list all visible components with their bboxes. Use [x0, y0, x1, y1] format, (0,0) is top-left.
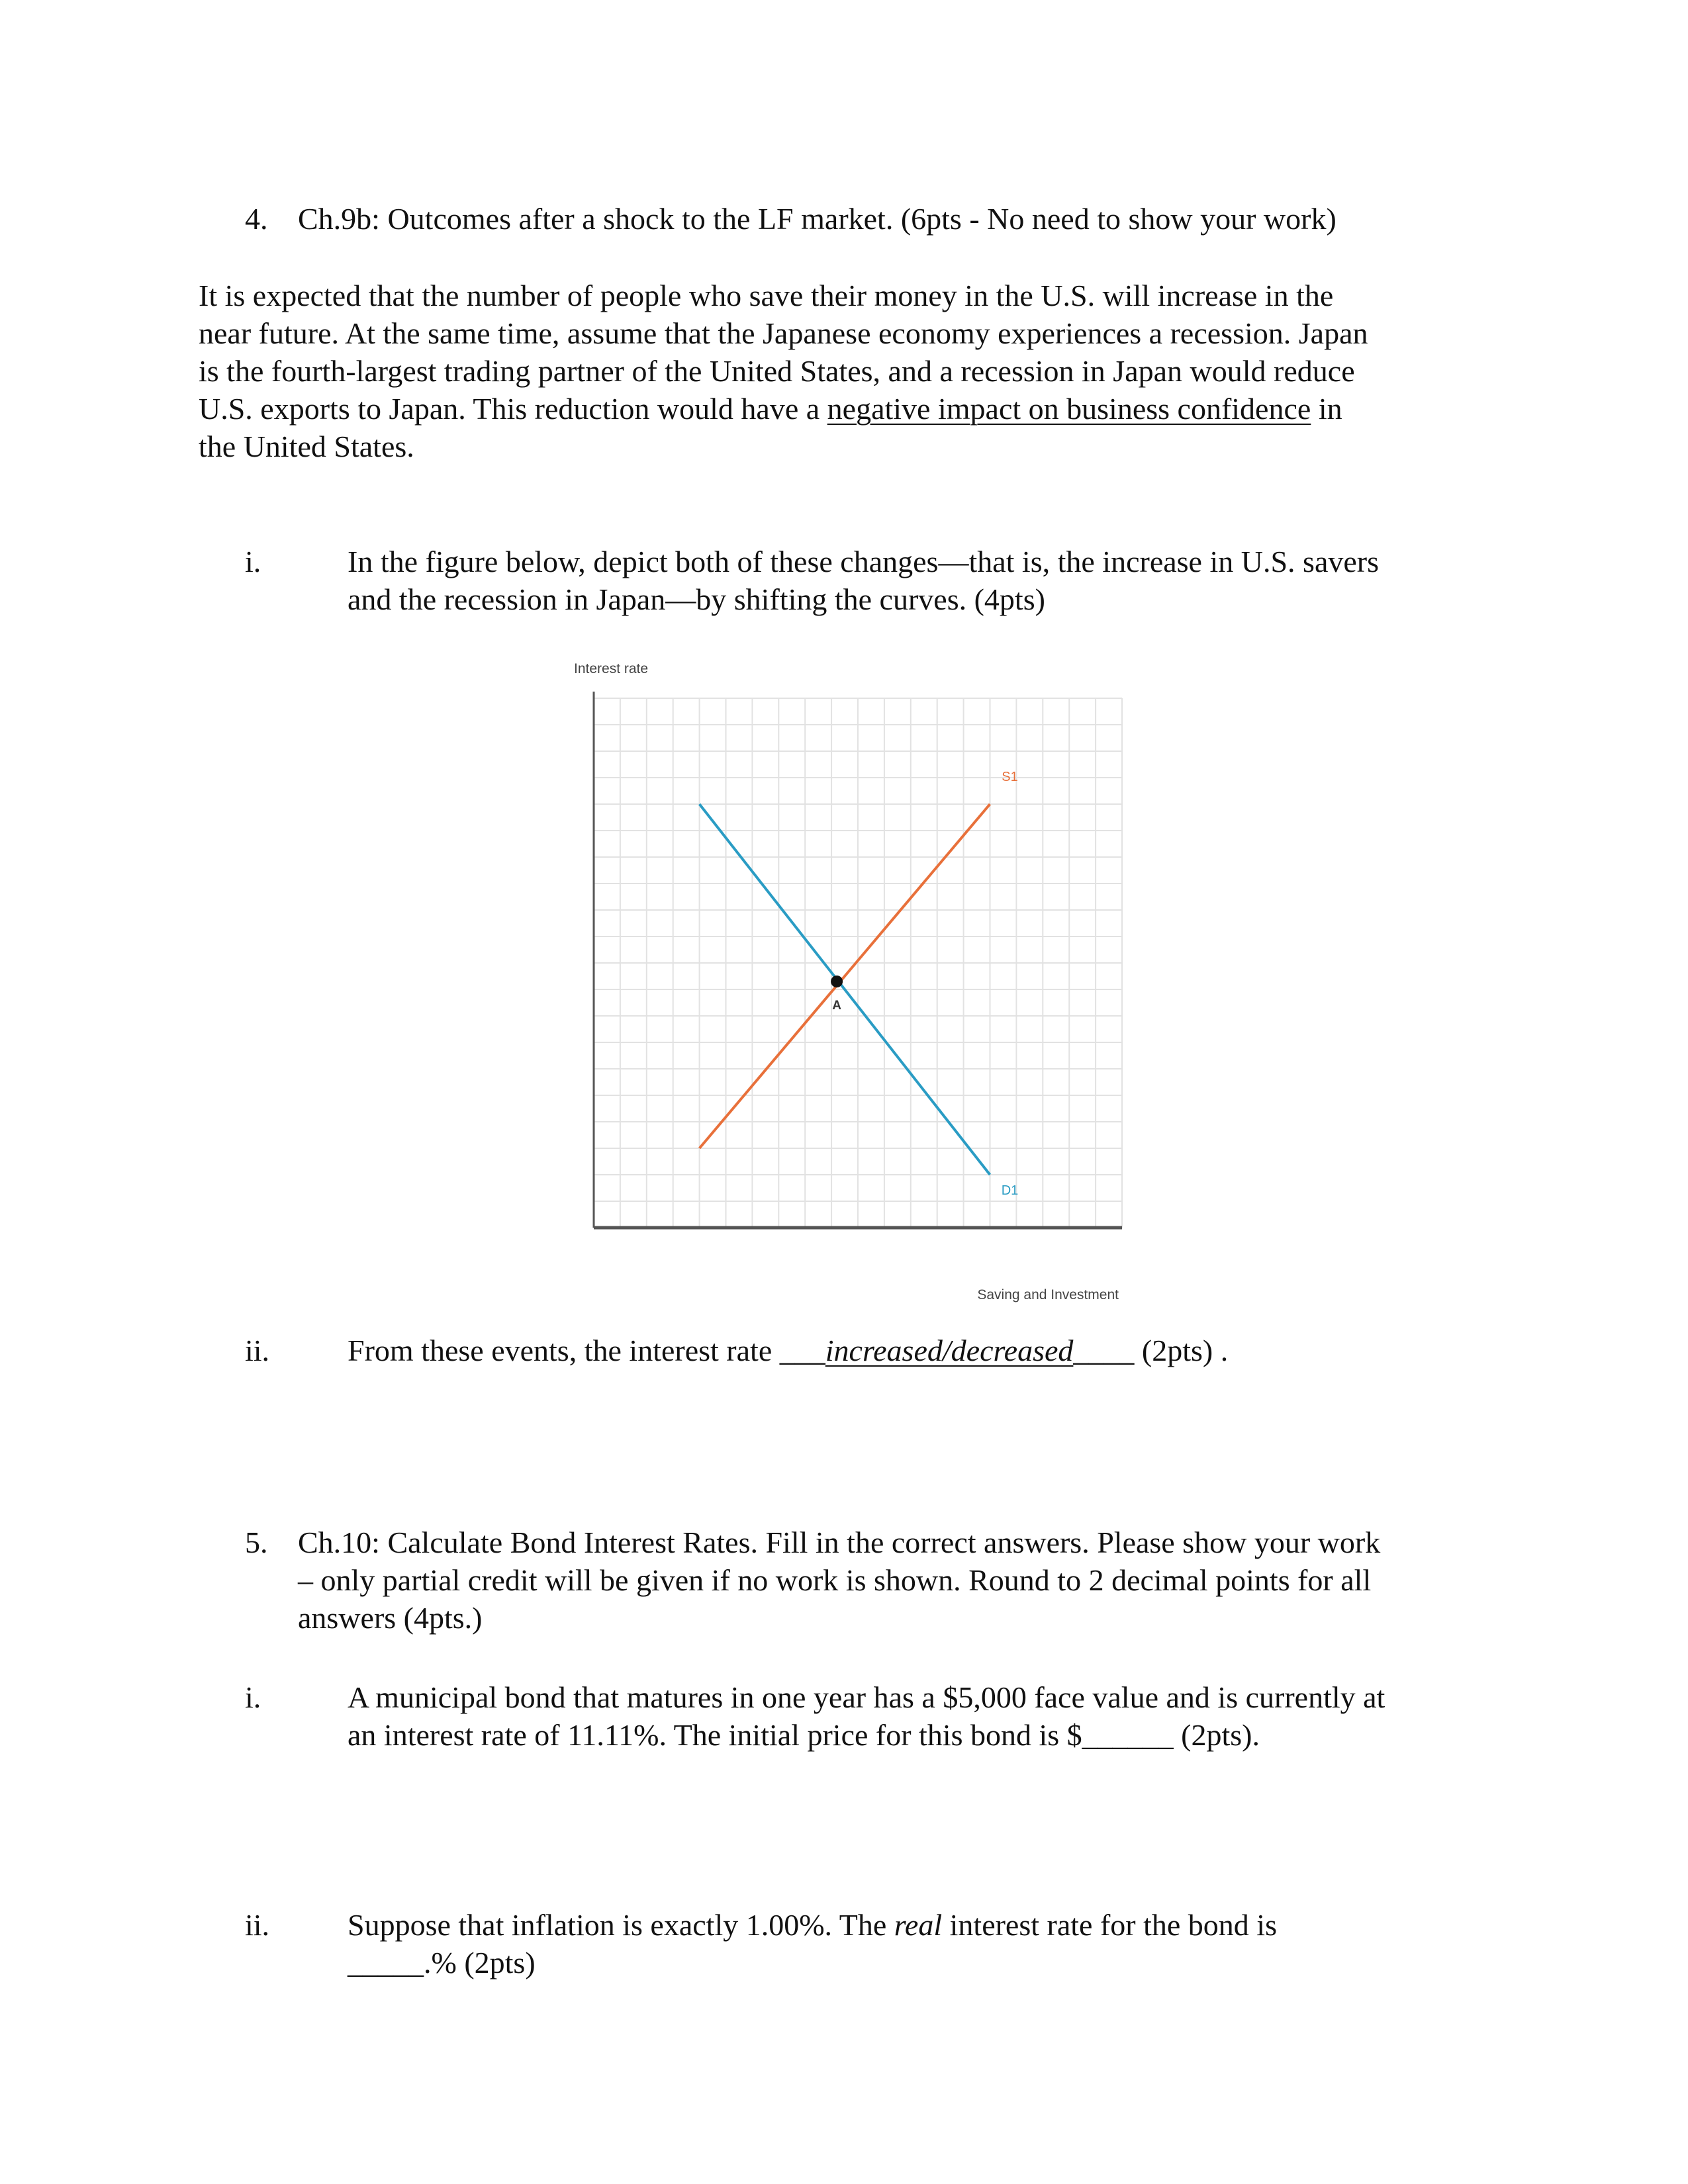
q4-part-ii-after: ____ (2pts) . — [1073, 1334, 1229, 1367]
q4-paragraph-line-3: is the fourth-largest trading partner of the United States, and a recession in Japan would reduce — [199, 354, 1355, 388]
q4-part-ii-label: ii. — [245, 1334, 270, 1367]
q4-heading: Ch.9b: Outcomes after a shock to the LF market. (6pts - No need to show your work) — [298, 202, 1336, 236]
y-axis-label: Interest rate — [574, 661, 649, 676]
q5-part-ii-line-1-start: Suppose that inflation is exactly 1.00%. The — [348, 1908, 894, 1942]
loanable-funds-figure — [530, 622, 1152, 1310]
curve-label-d1: D1 — [1001, 1183, 1019, 1198]
q4-number: 4. — [245, 202, 268, 236]
q5-part-i-label: i. — [245, 1680, 261, 1714]
negative-impact-phrase: negative impact on business confidence — [827, 392, 1311, 426]
q5-part-ii-label: ii. — [245, 1908, 270, 1942]
q4-part-i-label: i. — [245, 545, 261, 578]
q4-part-i-line-1: In the figure below, depict both of these changes—that is, the increase in U.S. savers — [348, 545, 1380, 578]
q5-line-2: – only partial credit will be given if no work is shown. Round to 2 decimal points for all — [298, 1563, 1372, 1597]
q5-part-ii-line-1 — [348, 1906, 1277, 1944]
q4-paragraph-line-5: the United States. — [199, 430, 414, 463]
q4-part-ii-before: From these events, the interest rate ___ — [348, 1334, 825, 1367]
q4-paragraph-line-2: near future. At the same time, assume that the Japanese economy experiences a recession. Japan — [199, 316, 1368, 350]
equilibrium-label: A — [832, 999, 841, 1013]
q4-part-i-line-2: and the recession in Japan—by shifting the curves. (4pts) — [348, 582, 1045, 616]
q4-paragraph-line-1: It is expected that the number of people who save their money in the U.S. will increase in the — [199, 279, 1334, 312]
q5-part-ii-line-1-end: interest rate for the bond is — [942, 1908, 1277, 1942]
q4-paragraph-line-4 — [199, 390, 1342, 428]
interest-rate-answer: increased/decreased — [825, 1334, 1074, 1367]
loanable-funds-chart — [530, 622, 1152, 1310]
curve-s1 — [700, 804, 990, 1148]
x-axis-label: Saving and Investment — [977, 1287, 1119, 1302]
q5-line-1: Ch.10: Calculate Bond Interest Rates. Fill in the correct answers. Please show your work — [298, 1525, 1381, 1559]
q5-line-3: answers (4pts.) — [298, 1601, 483, 1635]
equilibrium-point — [831, 976, 843, 987]
real-word: real — [894, 1908, 943, 1942]
series-layer — [700, 770, 1019, 1198]
q5-number: 5. — [245, 1525, 268, 1559]
q4-paragraph-line-4-end: in — [1311, 392, 1342, 426]
chart-grid — [594, 698, 1122, 1228]
q5-part-ii-line-2: _____.% (2pts) — [348, 1946, 536, 1979]
q4-paragraph-line-4-start: U.S. exports to Japan. This reduction would have a — [199, 392, 827, 426]
q5-part-i-line-2: an interest rate of 11.11%. The initial price for this bond is $______ (2pts). — [348, 1718, 1260, 1752]
curve-label-s1: S1 — [1002, 770, 1018, 784]
q5-part-i-line-1: A municipal bond that matures in one year has a $5,000 face value and is currently at — [348, 1680, 1385, 1714]
q4-part-ii-text — [348, 1332, 1228, 1369]
